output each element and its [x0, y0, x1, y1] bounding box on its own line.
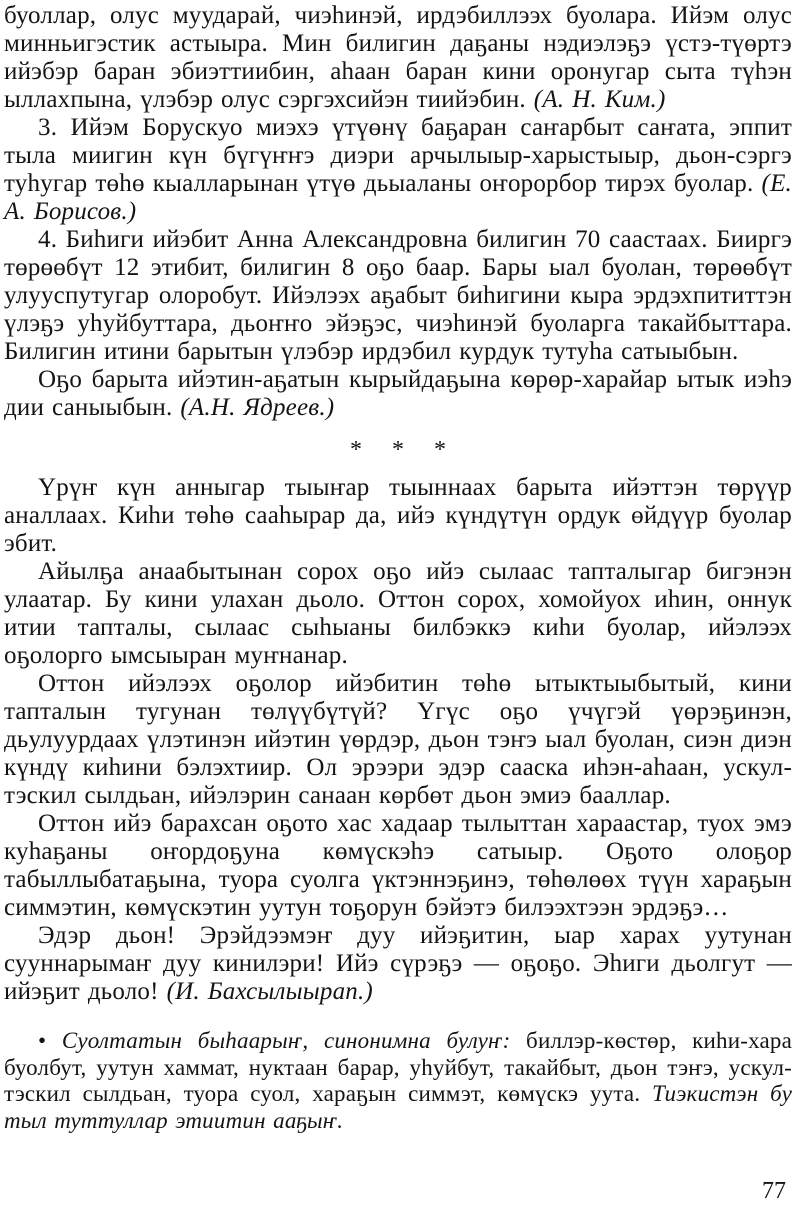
- body-paragraph: [4, 366, 792, 422]
- bullet-icon: •: [38, 1028, 62, 1053]
- body-paragraph: [4, 2, 792, 114]
- text-run: Оҕо барыта ийэтин-аҕатын кырыйдаҕына көрөр-харайар ытык иэһэ дии саныыбын.: [4, 366, 792, 421]
- text-body: [4, 2, 792, 1134]
- body-paragraph: [4, 114, 792, 226]
- body-paragraph: [4, 558, 792, 670]
- italic-run: (Е. А. Борисов.): [4, 170, 792, 225]
- text-run: Айылҕа анаабытынан сорох оҕо ийэ сылаас тапталыгар бигэнэн улаатар. Бу кини улахан дьоло. Оттон сорох, хомойуох иһин, оннук итии тапталы, сылаас сыһыаны билбэккэ киһи буолар, ийэлээх оҕолорго ымсыыран муҥнанар.: [4, 558, 792, 669]
- body-paragraph: [4, 226, 792, 366]
- text-run: Эдэр дьон! Эрэйдээмэҥ дуу ийэҕитин, ыар харах уутунан сууннарымаҥ дуу кинилэри! Ийэ сүрэҕэ — оҕоҕо. Эһиги дьолгут — ийэҕит дьоло!: [4, 922, 792, 1005]
- exercise-paragraph: [4, 1028, 792, 1134]
- text-run: буоллар, олус муударай, чиэһинэй, ирдэбиллээх буолара. Ийэм олус минньигэстик астыыра. Мин билигин даҕаны нэдиэлэҕэ үстэ-түөртэ ийэбэр баран эбиэттиибин, аһаан баран кини оронугар сыта түһэн ыллахпына, үлэбэр олус сэргэхсийэн тиийэбин.: [4, 2, 792, 113]
- italic-run: (И. Бахсылыырап.): [166, 978, 373, 1005]
- italic-run: (А. Н. Ким.): [533, 86, 666, 113]
- text-run: биллэр-көстөр, киһи-хара буолбут, уутун хаммат, нуктаан барар, уһуйбут, такайбыт, дьон тэҥэ, ускул-тэскил сылдьан, туора суол, хараҕын симмэт, көмүскэ уута.: [4, 1028, 792, 1106]
- body-paragraph: [4, 922, 792, 1006]
- italic-run: (А.Н. Ядреев.): [180, 394, 335, 421]
- text-run: Үрүҥ күн анныгар тыыҥар тыыннаах барыта ийэттэн төрүүр аналлаах. Киһи төһө сааһырар да, ийэ күндүтүн ордук өйдүүр буолар эбит.: [4, 474, 792, 557]
- body-paragraph: [4, 670, 792, 810]
- italic-run: Тиэкистэн бу тыл туттуллар этиитин ааҕыҥ.: [4, 1081, 792, 1133]
- body-paragraph: [4, 810, 792, 922]
- text-run: Оттон ийэлээх оҕолор ийэбитин төһө ытыктыыбытый, кини тапталын тугунан төлүүбүтүй? Үгүс оҕо үчүгэй үөрэҕинэн, дьулуурдаах үлэтинэн ийэтин үөрдэр, дьон тэҥэ ыал буолан, сиэн диэн күндү киһини бэлэхтиир. Ол эрээри эдэр сааска иһэн-аһаан, ускул-тэскил сылдьан, ийэлэрин санаан көрбөт дьон эмиэ бааллар.: [4, 670, 792, 809]
- body-paragraph: [4, 474, 792, 558]
- text-run: Оттон ийэ барахсан оҕото хас хадаар тылыттан хараастар, туох эмэ куһаҕаны оҥордоҕуна көмүскэһэ сатыыр. Оҕото олоҕор табыллыбатаҕына, туора суолга үктэннэҕинэ, төһөлөөх түүн хараҕын симмэтин, көмүскэтин уутун тоҕорун бэйэтэ билээхтээн эрдэҕэ…: [4, 810, 792, 921]
- section-separator: * * *: [350, 437, 458, 463]
- text-run: 4. Биһиги ийэбит Анна Александровна билигин 70 саастаах. Бииргэ төрөөбүт 12 этибит, билигин 8 оҕо баар. Бары ыал буолан, төрөөбүт улууспутугар олоробут. Ийэлээх аҕабыт биһигини кыра эрдэхпититтэн үлэҕэ уһуйбуттара, дьоҥҥо эйэҕэс, чиэһинэй буоларга такайбыттара. Билигин итини барытын үлэбэр ирдэбил курдук тутуһа сатыыбын.: [4, 226, 792, 365]
- text-run: 3. Ийэм Борускуо миэхэ үтүөнү баҕаран саҥарбыт саҥата, эппит тыла миигин күн бүгүҥҥэ диэри арчылыыр-харыстыыр, дьон-сэргэ туһугар төһө кыалларынан үтүө дьыаланы оҥорорбор тирэх буолар.: [4, 114, 792, 197]
- page-number: 77: [762, 1178, 786, 1204]
- italic-run: Суолтатын быһаарыҥ, синонимна булуҥ:: [61, 1028, 511, 1053]
